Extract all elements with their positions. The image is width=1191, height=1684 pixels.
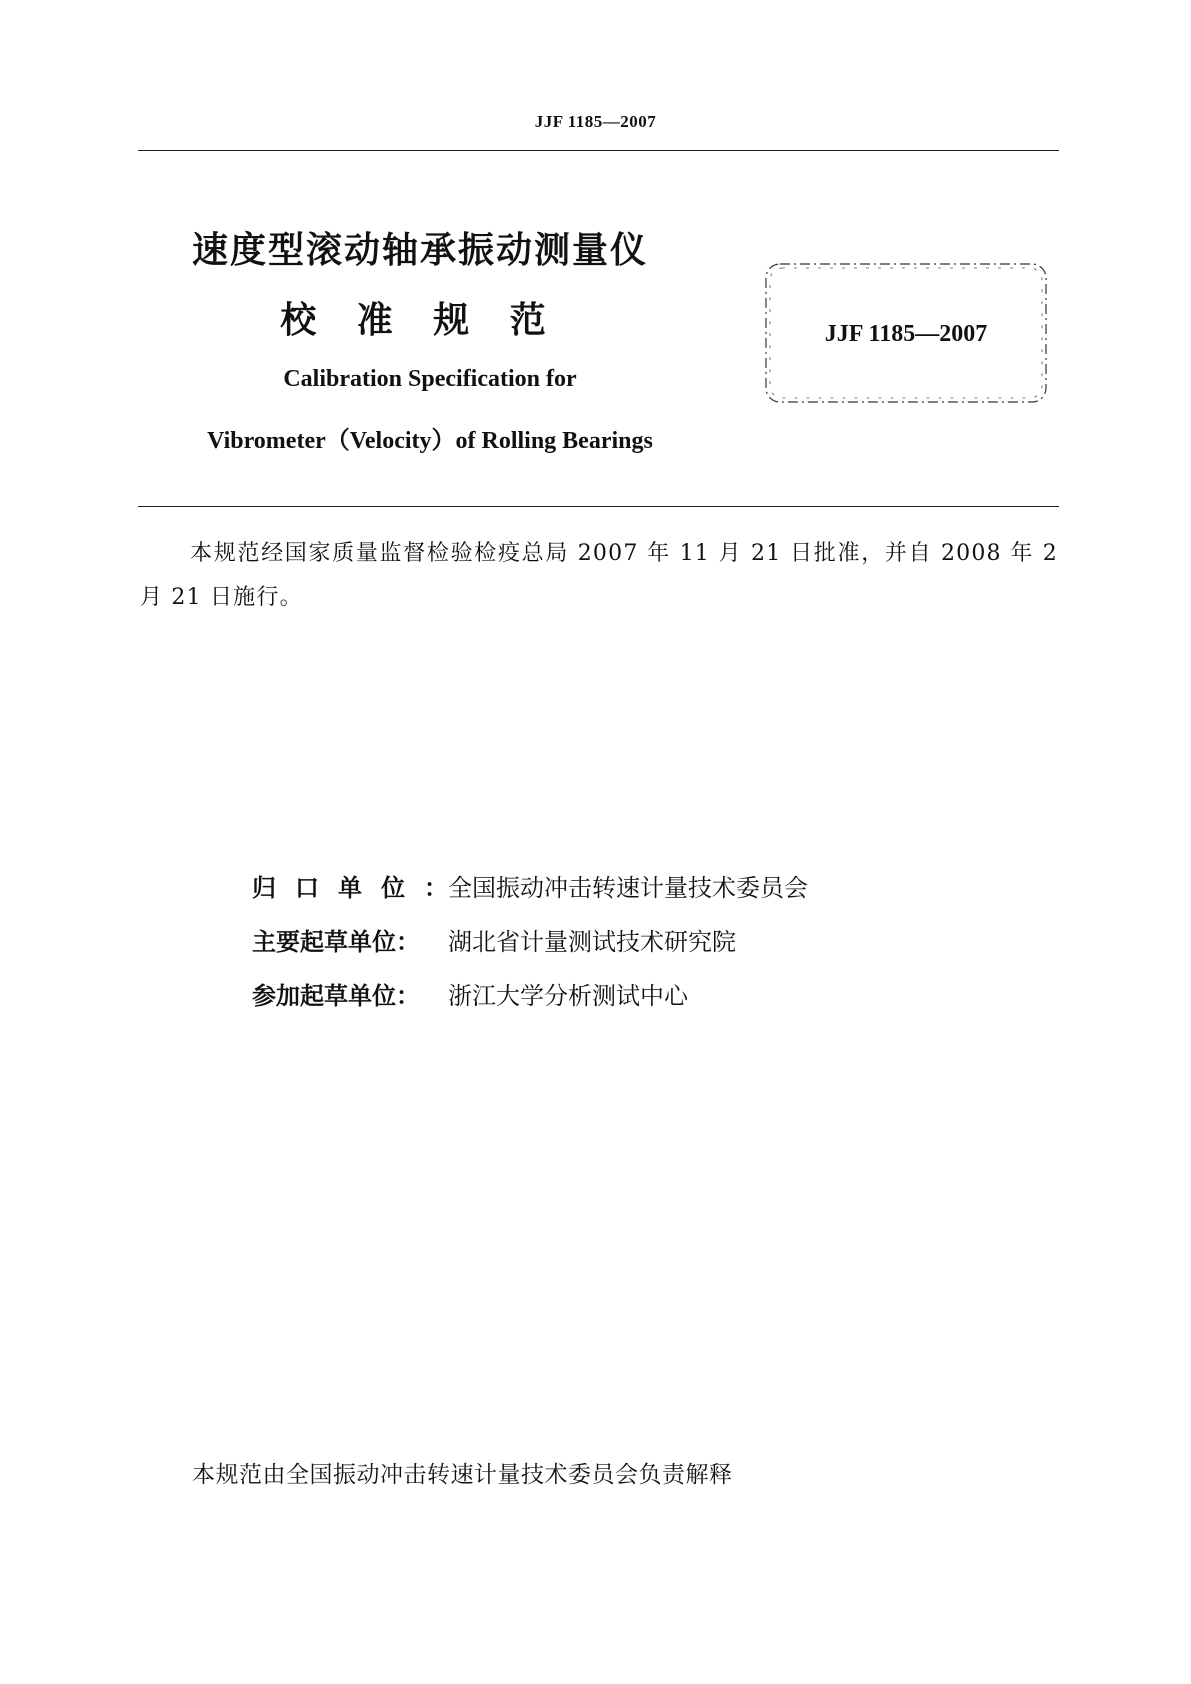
header-rule [138, 150, 1059, 151]
title-chinese: 速度型滚动轴承振动测量仪 [191, 230, 648, 271]
org-row-participant [252, 976, 688, 1016]
title-rule [138, 506, 1059, 507]
subtitle-chinese: 校 准 规 范 [280, 300, 560, 341]
org-label: 主要起草单位： [252, 928, 420, 956]
approval-statement: 本规范经国家质量监督检验检疫总局 2007 年 11 月 21 日批准，并自 2008 年 2 月 21 日施行。 [140, 541, 1058, 610]
org-row-responsible [252, 868, 808, 908]
org-value: 浙江大学分析测试中心 [448, 982, 688, 1010]
org-label: 参加起草单位： [252, 982, 420, 1010]
footer-note: 本规范由全国振动冲击转速计量技术委员会负责解释 [192, 1462, 733, 1488]
title-english-line2: Vibrometer（Velocity）of Rolling Bearings [207, 428, 653, 454]
code-text: JJF 1185—2007 [824, 321, 988, 347]
org-row-main-drafter [252, 922, 736, 962]
org-label: 归口单位： [252, 874, 467, 902]
running-head: JJF 1185—2007 [534, 112, 657, 131]
title-english-line1: Calibration Specification for [283, 366, 577, 392]
org-value: 全国振动冲击转速计量技术委员会 [448, 874, 808, 902]
code-box [760, 258, 1052, 408]
org-value: 湖北省计量测试技术研究院 [448, 928, 736, 956]
